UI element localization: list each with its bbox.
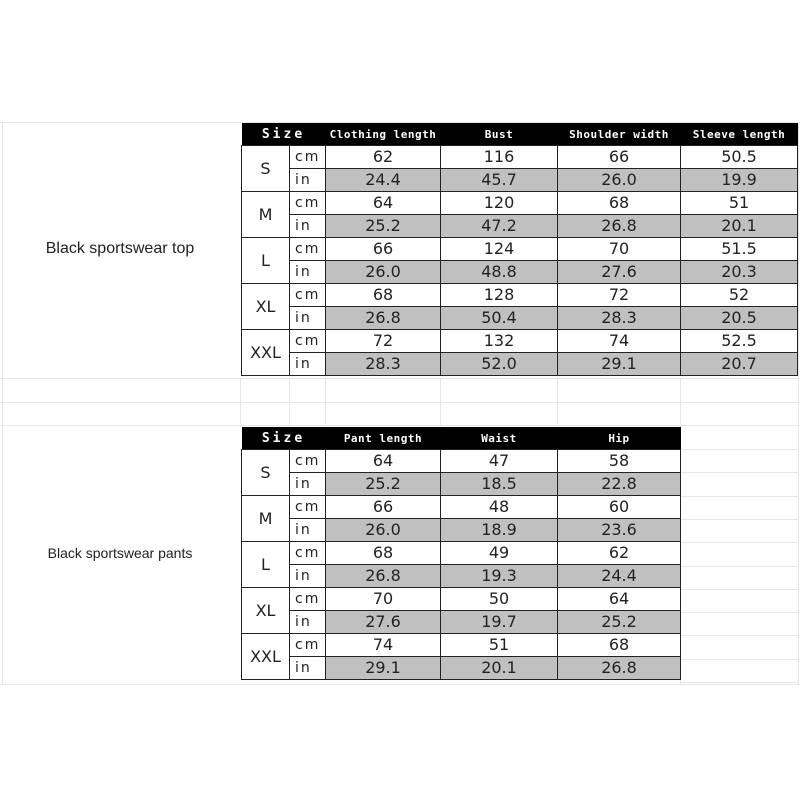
table-row-in [242,353,798,376]
cell-cm: 66 [326,496,441,519]
cell-in: 25.2 [326,473,441,496]
column-header: Sleeve length [681,123,798,146]
cell-cm: 132 [441,330,558,353]
unit-cm: cm [290,238,326,261]
size-table-top [241,123,798,376]
cell-in: 23.6 [558,519,681,542]
table-row-in [242,215,798,238]
grid-line [440,378,441,426]
cell-cm: 48 [441,496,558,519]
table-row-in [242,307,798,330]
cell-in: 18.5 [441,473,558,496]
cell-in: 48.8 [441,261,558,284]
cell-in: 20.7 [681,353,798,376]
cell-in: 26.0 [326,519,441,542]
size-label: XXL [242,330,290,376]
table-row-cm [242,192,798,215]
cell-in: 20.3 [681,261,798,284]
header-size: Size [242,123,326,146]
size-label: XL [242,588,290,634]
table-row-cm [242,542,681,565]
grid-line [681,496,798,497]
cell-cm: 51.5 [681,238,798,261]
column-header: Shoulder width [558,123,681,146]
table-row-cm [242,284,798,307]
unit-in: in [290,565,326,588]
cell-cm: 128 [441,284,558,307]
unit-cm: cm [290,542,326,565]
unit-in: in [290,215,326,238]
cell-in: 47.2 [441,215,558,238]
grid-line [240,378,241,426]
unit-cm: cm [290,496,326,519]
cell-in: 29.1 [326,657,441,680]
cell-cm: 70 [326,588,441,611]
table-row-in [242,565,681,588]
column-header: Hip [558,427,681,450]
cell-cm: 124 [441,238,558,261]
cell-in: 26.8 [326,307,441,330]
cell-cm: 66 [326,238,441,261]
grid-line [681,519,798,520]
cell-cm: 116 [441,146,558,169]
cell-cm: 74 [326,634,441,657]
size-table-pants [241,427,681,680]
cell-in: 20.1 [681,215,798,238]
table-row-in [242,611,681,634]
header-row [242,427,681,450]
cell-cm: 68 [326,542,441,565]
unit-cm: cm [290,588,326,611]
cell-in: 26.8 [558,215,681,238]
cell-cm: 72 [326,330,441,353]
cell-cm: 62 [326,146,441,169]
cell-in: 24.4 [326,169,441,192]
table-row-in [242,169,798,192]
unit-cm: cm [290,450,326,473]
grid-line [0,684,800,685]
cell-cm: 64 [326,450,441,473]
column-header: Bust [441,123,558,146]
cell-in: 18.9 [441,519,558,542]
table-row-cm [242,146,798,169]
size-label: L [242,542,290,588]
table-row-cm [242,238,798,261]
column-header: Waist [441,427,558,450]
unit-in: in [290,611,326,634]
cell-cm: 68 [326,284,441,307]
grid-line [289,378,290,426]
cell-in: 26.8 [558,657,681,680]
cell-in: 29.1 [558,353,681,376]
cell-in: 28.3 [326,353,441,376]
cell-in: 28.3 [558,307,681,330]
cell-cm: 52 [681,284,798,307]
cell-in: 19.7 [441,611,558,634]
cell-in: 20.1 [441,657,558,680]
grid-line [325,378,326,426]
cell-cm: 72 [558,284,681,307]
grid-line [681,635,798,636]
table-row-in [242,657,681,680]
cell-cm: 62 [558,542,681,565]
cell-in: 26.0 [558,169,681,192]
size-label: XL [242,284,290,330]
header-size: Size [242,427,326,450]
grid-line [681,542,798,543]
cell-cm: 50 [441,588,558,611]
grid-line [2,122,3,685]
grid-line [681,472,798,473]
unit-in: in [290,353,326,376]
column-header: Pant length [326,427,441,450]
grid-line [681,682,798,683]
cell-in: 24.4 [558,565,681,588]
cell-in: 52.0 [441,353,558,376]
grid-line [681,589,798,590]
cell-in: 19.9 [681,169,798,192]
unit-cm: cm [290,634,326,657]
unit-cm: cm [290,330,326,353]
cell-cm: 52.5 [681,330,798,353]
cell-cm: 64 [558,588,681,611]
cell-in: 22.8 [558,473,681,496]
unit-cm: cm [290,284,326,307]
table-row-cm [242,496,681,519]
table-row-in [242,519,681,542]
cell-cm: 51 [441,634,558,657]
cell-cm: 68 [558,634,681,657]
unit-in: in [290,169,326,192]
cell-in: 26.0 [326,261,441,284]
cell-cm: 50.5 [681,146,798,169]
cell-in: 27.6 [326,611,441,634]
unit-in: in [290,473,326,496]
unit-in: in [290,657,326,680]
size-label: XXL [242,634,290,680]
cell-cm: 68 [558,192,681,215]
unit-in: in [290,307,326,330]
cell-in: 45.7 [441,169,558,192]
grid-line [681,659,798,660]
cell-cm: 120 [441,192,558,215]
unit-cm: cm [290,146,326,169]
size-label: M [242,192,290,238]
table-row-in [242,473,681,496]
table-row-cm [242,634,681,657]
cell-in: 26.8 [326,565,441,588]
column-header: Clothing length [326,123,441,146]
cell-cm: 66 [558,146,681,169]
size-label: M [242,496,290,542]
table-row-cm [242,588,681,611]
size-label: S [242,146,290,192]
cell-cm: 47 [441,450,558,473]
cell-in: 50.4 [441,307,558,330]
table-row-cm [242,330,798,353]
size-label: L [242,238,290,284]
unit-in: in [290,519,326,542]
unit-in: in [290,261,326,284]
cell-in: 25.2 [326,215,441,238]
table-row-cm [242,450,681,473]
header-row [242,123,798,146]
section-label-top: Black sportswear top [45,240,195,257]
cell-in: 19.3 [441,565,558,588]
grid-line [681,566,798,567]
grid-line [681,449,798,450]
grid-line [557,378,558,426]
cell-in: 25.2 [558,611,681,634]
cell-in: 27.6 [558,261,681,284]
cell-cm: 70 [558,238,681,261]
cell-cm: 64 [326,192,441,215]
cell-cm: 58 [558,450,681,473]
section-label-pants: Black sportswear pants [47,545,193,561]
cell-cm: 60 [558,496,681,519]
cell-cm: 74 [558,330,681,353]
size-label: S [242,450,290,496]
grid-line [798,122,799,685]
cell-cm: 51 [681,192,798,215]
table-row-in [242,261,798,284]
unit-cm: cm [290,192,326,215]
cell-in: 20.5 [681,307,798,330]
grid-line [681,612,798,613]
cell-cm: 49 [441,542,558,565]
